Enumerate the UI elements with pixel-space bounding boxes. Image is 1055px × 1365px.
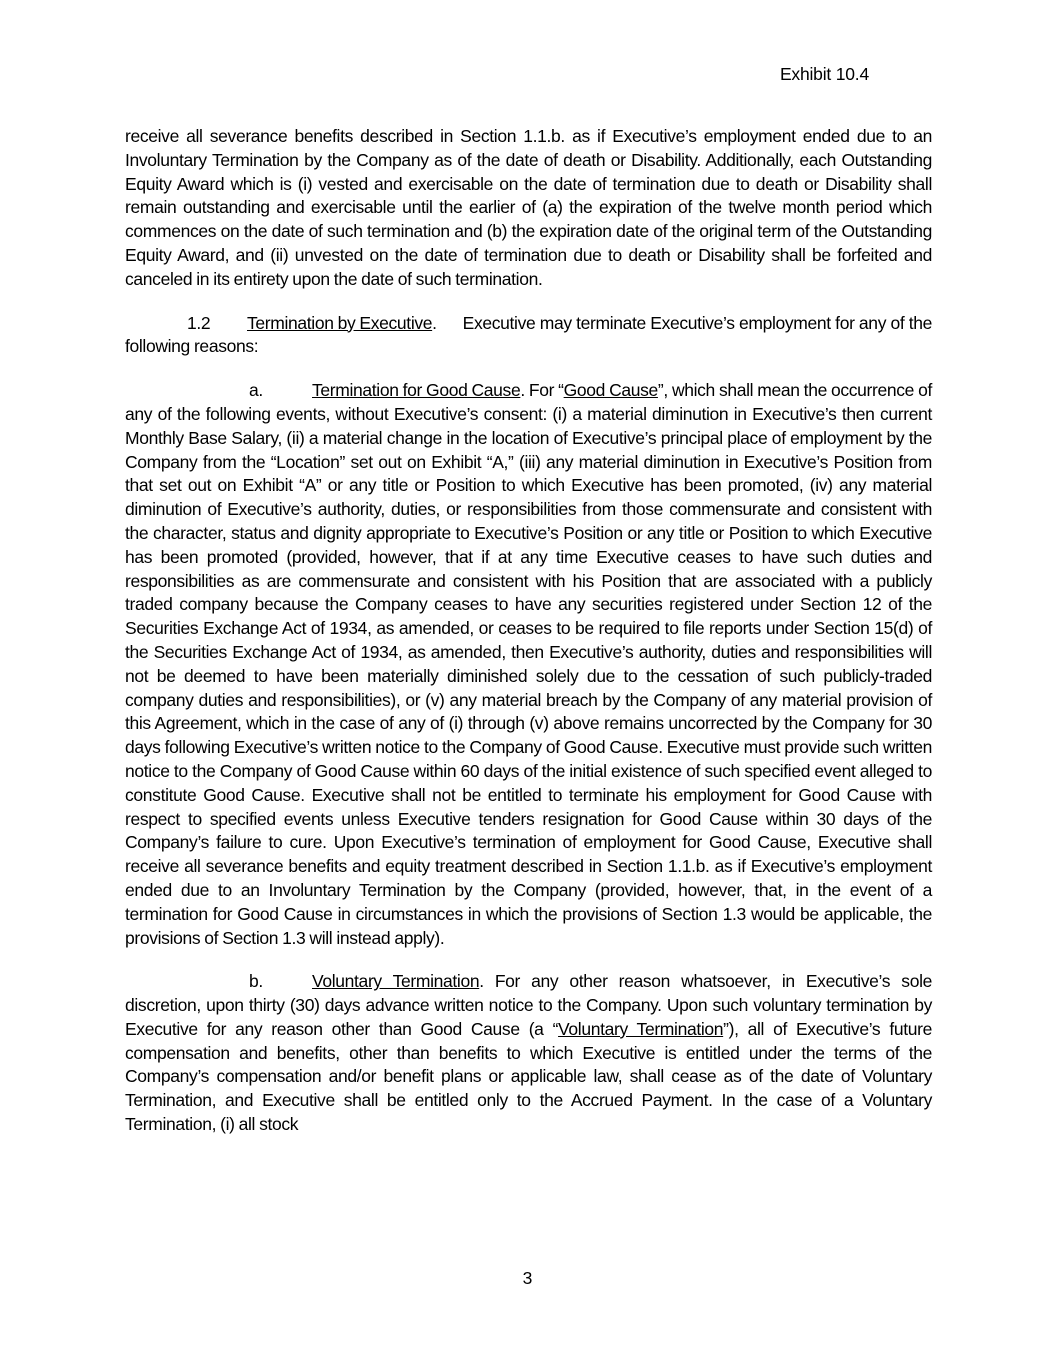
subsection-text-part1: . For any other reason whatsoever, in Executive’s sole discretion, upon thirty (30) days advance written notice to the Company. Upon such voluntary termination by Executive for any reason other than Good Cause (a “ [125,971,932,1039]
defined-term: Voluntary Termination [558,1018,724,1039]
section-title: Termination by Executive [247,312,433,333]
subsection-letter: a. [249,380,263,401]
section-1-2 [125,312,932,360]
paragraph-continuation: receive all severance benefits described in Section 1.1.b. as if Executive’s employment ended due to an Involuntary Termination by the Company as of the date of death or Disability. Additionally, each Outstanding Equity Award which is (i) vested and exercisable on the date of termination due to death or Disability shall remain outstanding and exercisable until the earlier of (a) the expiration of the twelve month period which commences on the date of such termination and (b) the expiration date of the original term of the Outstanding Equity Award, and (ii) unvested on the date of termination due to death or Disability shall be forfeited and canceled in its entirety upon the date of such termination. [125,126,932,289]
document-body [125,125,932,1157]
subsection-intro: . For “ [520,380,564,401]
page-number: 3 [522,1268,533,1288]
section-title-period: . [432,312,437,333]
exhibit-label: Exhibit 10.4 [779,64,869,84]
defined-term: Good Cause [563,380,658,401]
subsection-letter: b. [249,971,263,992]
subsection-text: ”, which shall mean the occurrence of any of the following events, without Executive’s consent: (i) a material diminution in Executive’s then current Monthly Base Salary, (ii) a material change in the location of Executive’s principal place of employment by the Company from the “Location” set out on Exhibit “A,” (iii) any material diminution in Executive’s Position from that set out on Exhibit “A” or any title or Position to which Executive has been promoted, (iv) any material diminution of Executive’s authority, duties, or responsibilities from those commensurate and consistent with the character, status and dignity appropriate to Executive’s Position or any title or Position to which Executive has been promoted (provided, however, that if at any time Executive ceases to have such duties and responsibilities as are commensurate and consistent with his Position that are associated with a publicly traded company because the Company ceases to have any securities registered under Section 12 of the Securities Exchange Act of 1934, as amended, or ceases to be required to file reports under Section 15(d) of the Securities Exchange Act of 1934, as amended, then Executive’s authority, duties and responsibilities will not be deemed to have been materially diminished solely due to the cessation of such publicly-traded company duties and responsibilities), or (v) any material breach by the Company of any material provision of this Agreement, which in the case of any of (i) through (v) above remains uncorrected by the Company for 30 days following Executive’s written notice to the Company of Good Cause. Executive must provide such written notice to the Company of Good Cause within 60 days of the initial existence of such specified event alleged to constitute Good Cause. Executive shall not be entitled to terminate his employment for Good Cause with respect to specified events unless Executive tenders resignation for Good Cause within 30 days of the Company’s failure to cure. Upon Executive’s termination of employment for Good Cause, Executive shall receive all severance benefits and equity treatment described in Section 1.1.b. as if Executive’s employment ended due to an Involuntary Termination by the Company (provided, however, that, in the event of a termination for Good Cause in circumstances in which the provisions of Section 1.3 would be applicable, the provisions of Section 1.3 will instead apply). [125,380,932,948]
subsection-text-part2: ”), all of Executive’s future compensation and benefits, other than benefits to which Executive is entitled under the terms of the Company’s compensation and/or benefit plans or applicable law, shall cease as of the date of Voluntary Termination, and Executive shall be entitled only to the Accrued Payment. In the case of a Voluntary Termination, (i) all stock [125,1018,932,1135]
section-number: 1.2 [187,312,211,333]
subsection-title: Termination for Good Cause [312,380,521,401]
subsection-b [125,970,932,1137]
subsection-title: Voluntary Termination [312,971,480,992]
subsection-a [125,379,932,950]
section-text: Executive may terminate Executive’s employment for any of the following reasons: [125,312,932,357]
